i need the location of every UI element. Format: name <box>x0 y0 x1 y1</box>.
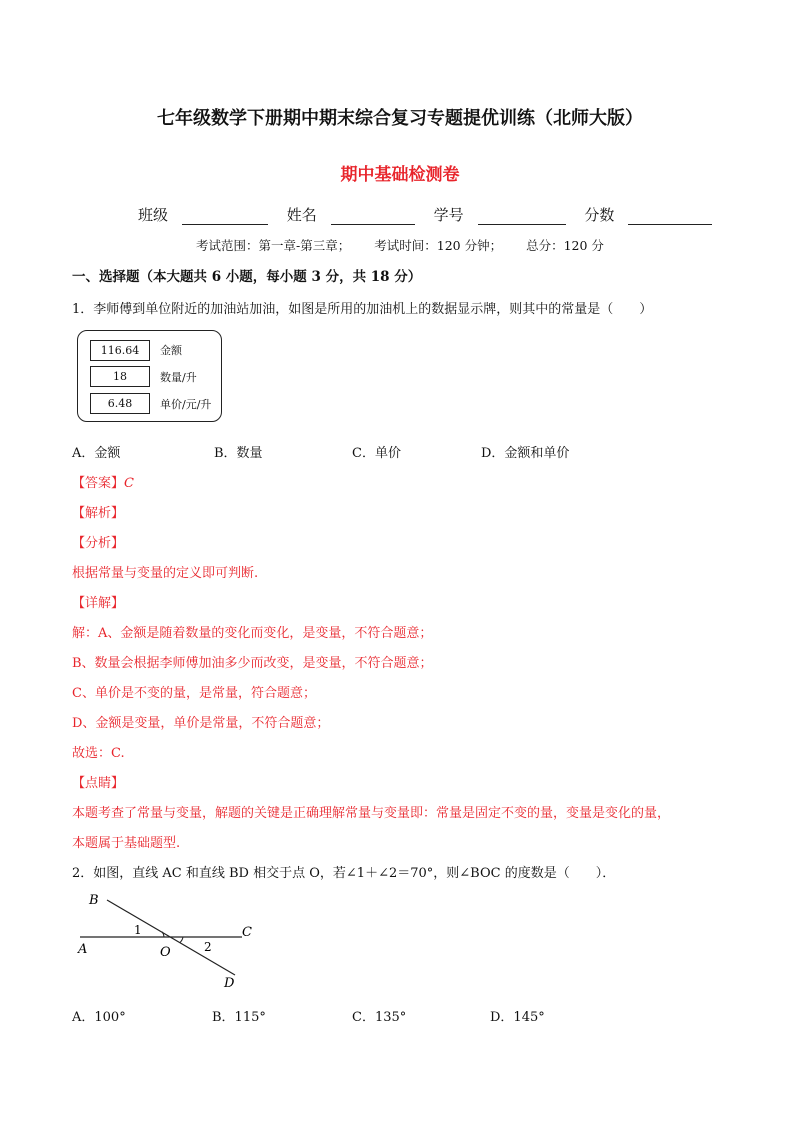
label-b: B <box>89 893 99 908</box>
name-label: 姓名 <box>286 206 317 224</box>
detail-line: B、数量会根据李师傅加油多少而改变，是变量，不符合题意； <box>72 656 433 671</box>
document-subtitle: 期中基础检测卷 <box>340 165 460 185</box>
quantity-label: 数量/升 <box>160 371 197 384</box>
fuel-pump-display-figure <box>77 330 222 422</box>
name-blank <box>331 210 415 225</box>
fenxi-tag: 【分析】 <box>72 536 125 551</box>
id-blank <box>478 210 566 225</box>
angle-2-arc <box>180 937 183 943</box>
detail-line: C、单价是不变的量，是常量，符合题意； <box>72 686 316 701</box>
student-info-line <box>138 204 726 225</box>
amount-value-box: 116.64 <box>90 340 150 361</box>
answer-value: C <box>124 476 134 491</box>
angle-1-arc <box>162 932 164 937</box>
choice-b: B．数量 <box>214 446 263 461</box>
quantity-value-box: 18 <box>90 366 150 387</box>
choice-b: B．115° <box>212 1010 266 1025</box>
question-1-choices <box>0 442 800 462</box>
amount-label: 金额 <box>160 344 182 357</box>
score-label: 分数 <box>584 206 615 224</box>
analysis-tag: 【解析】 <box>72 506 125 521</box>
label-angle-2: 2 <box>204 940 212 954</box>
score-blank <box>628 210 712 225</box>
exam-range: 考试范围：第一章-第三章； <box>196 238 351 253</box>
exam-time: 考试时间：120 分钟； <box>374 238 503 253</box>
detail-line: D、金额是变量，单价是常量，不符合题意； <box>72 716 330 731</box>
detail-tag: 【详解】 <box>72 596 125 611</box>
label-o: O <box>160 945 171 960</box>
answer-tag: 【答案】 <box>72 476 125 491</box>
document-title: 七年级数学下册期中期末综合复习专题提优训练（北师大版） <box>157 108 643 129</box>
comment-tag: 【点睛】 <box>72 776 125 791</box>
unit-price-value-box: 6.48 <box>90 393 150 414</box>
unit-price-label: 单价/元/升 <box>160 398 212 411</box>
question-2-stem: 2．如图，直线 AC 和直线 BD 相交于点 O，若∠1＋∠2＝70°，则∠BOC 的度数是（ ）． <box>72 866 616 881</box>
detail-line: 故选：C. <box>72 746 125 761</box>
choice-c: C．单价 <box>352 446 401 461</box>
choice-d: D．145° <box>490 1010 545 1025</box>
label-a: A <box>78 942 88 957</box>
class-blank <box>182 210 268 225</box>
question-2-choices <box>0 1006 800 1026</box>
answer-line <box>72 472 134 491</box>
question-1-stem: 1．李师傅到单位附近的加油站加油，如图是所用的加油机上的数据显示牌，则其中的常量是（ ） <box>72 302 653 317</box>
detail-line: 解：A、金额是随着数量的变化而变化，是变量，不符合题意； <box>72 626 433 641</box>
label-angle-1: 1 <box>134 923 142 937</box>
comment-line: 本题考查了常量与变量，解题的关键是正确理解常量与变量即：常量是固定不变的量，变量是变化的量， <box>72 806 671 821</box>
choice-a: A．100° <box>72 1010 126 1025</box>
label-d: D <box>224 976 235 991</box>
exam-total: 总分：120 分 <box>526 238 604 253</box>
section-heading: 一、选择题（本大题共 6 小题，每小题 3 分，共 18 分） <box>72 269 422 285</box>
intersecting-lines-figure <box>72 888 272 998</box>
fenxi-text: 根据常量与变量的定义即可判断. <box>72 566 259 581</box>
label-c: C <box>242 925 252 940</box>
choice-c: C．135° <box>352 1010 407 1025</box>
choice-d: D．金额和单价 <box>481 446 570 461</box>
choice-a: A．金额 <box>72 446 121 461</box>
exam-scope-line <box>0 236 800 254</box>
comment-line: 本题属于基础题型. <box>72 836 181 851</box>
id-label: 学号 <box>433 206 464 224</box>
class-label: 班级 <box>138 206 169 224</box>
